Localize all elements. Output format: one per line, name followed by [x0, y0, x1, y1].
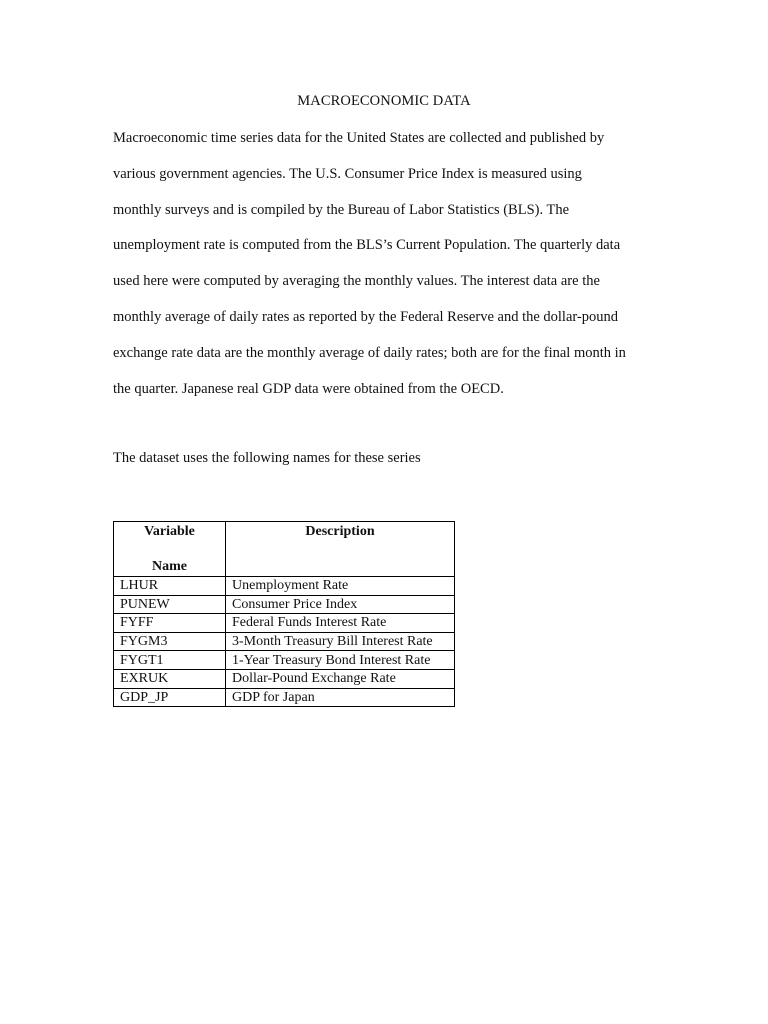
description-cell: Unemployment Rate — [226, 577, 455, 596]
variable-name-cell: FYGT1 — [114, 651, 226, 670]
document-title: MACROECONOMIC DATA — [297, 93, 471, 109]
table-intro-text: The dataset uses the following names for these series — [113, 450, 421, 466]
header-variable-name — [114, 522, 226, 577]
table-row — [114, 577, 455, 596]
header-variable-line1: Variable — [144, 524, 195, 539]
paragraph-line: monthly surveys and is compiled by the Bureau of Labor Statistics (BLS). The — [113, 202, 570, 218]
table-row — [114, 632, 455, 651]
description-cell: 3-Month Treasury Bill Interest Rate — [226, 632, 455, 651]
paragraph-line: exchange rate data are the monthly average of daily rates; both are for the final month in — [113, 345, 626, 361]
description-cell: Consumer Price Index — [226, 595, 455, 614]
table-row — [114, 614, 455, 633]
variable-name-cell: GDP_JP — [114, 688, 226, 707]
variable-name-cell: FYFF — [114, 614, 226, 633]
description-cell: Federal Funds Interest Rate — [226, 614, 455, 633]
paragraph-line: unemployment rate is computed from the BLS’s Current Population. The quarterly data — [113, 237, 621, 253]
paragraph-line: used here were computed by averaging the monthly values. The interest data are the — [113, 273, 600, 289]
description-cell: GDP for Japan — [226, 688, 455, 707]
table-row — [114, 595, 455, 614]
paragraph-line: the quarter. Japanese real GDP data were obtained from the OECD. — [113, 381, 504, 397]
description-cell: Dollar-Pound Exchange Rate — [226, 669, 455, 688]
table-row — [114, 688, 455, 707]
table-header-row — [114, 522, 455, 577]
description-cell: 1-Year Treasury Bond Interest Rate — [226, 651, 455, 670]
table-row — [114, 651, 455, 670]
variable-name-cell: FYGM3 — [114, 632, 226, 651]
variables-table — [113, 521, 455, 707]
variable-name-cell: LHUR — [114, 577, 226, 596]
variable-name-cell: EXRUK — [114, 669, 226, 688]
header-variable-line2: Name — [152, 559, 187, 574]
table-row — [114, 669, 455, 688]
header-description: Description — [226, 522, 455, 577]
paragraph-line: monthly average of daily rates as reported by the Federal Reserve and the dollar-pound — [113, 309, 619, 325]
paragraph-line: Macroeconomic time series data for the United States are collected and published by — [113, 130, 605, 146]
paragraph-line: various government agencies. The U.S. Consumer Price Index is measured using — [113, 166, 582, 182]
variable-name-cell: PUNEW — [114, 595, 226, 614]
